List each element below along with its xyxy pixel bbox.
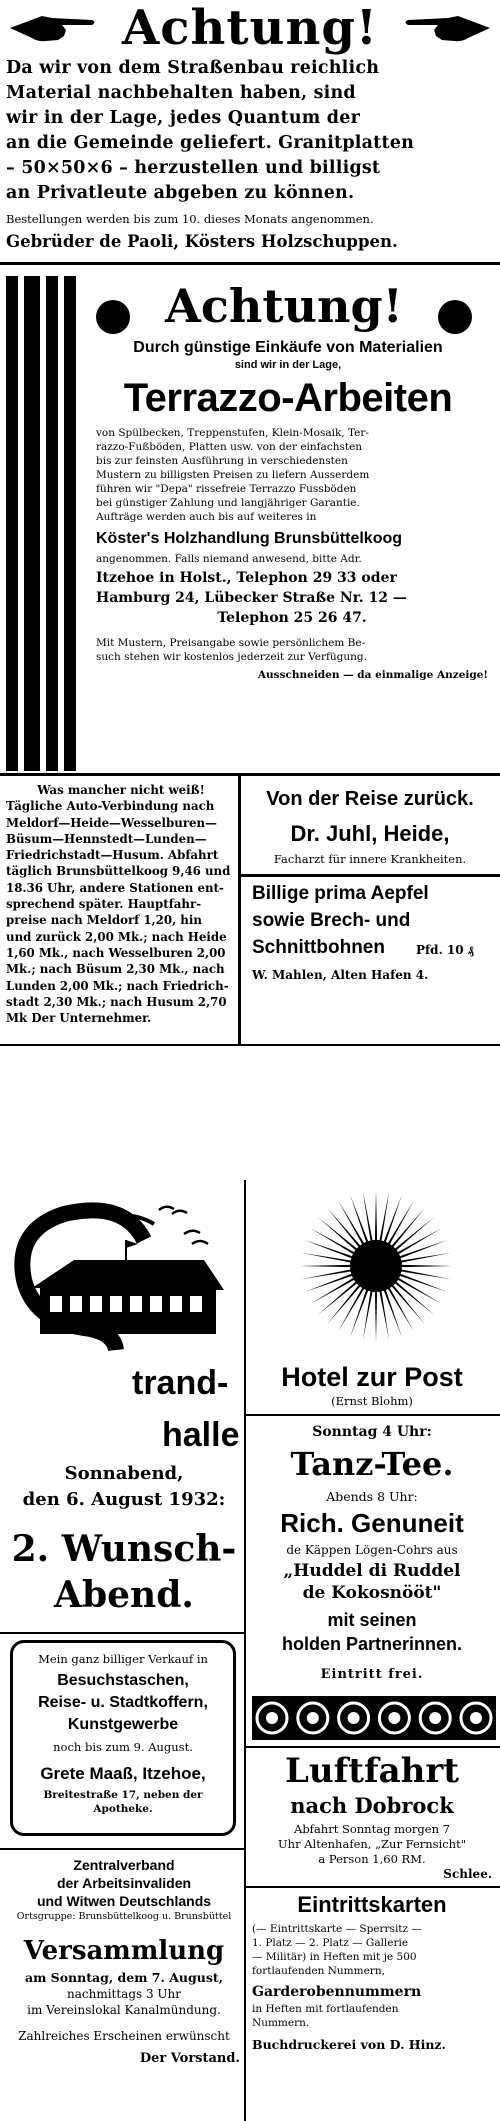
ad1-line: an die Gemeinde geliefert. Granitplatten — [6, 133, 414, 153]
ad1-line: Material nachbehalten haben, sind — [6, 83, 356, 103]
ad3-line: Mk Der Unternehmer. — [6, 1011, 152, 1026]
ad2-body-line: bis zur feinsten Ausführung in verschiedensten — [96, 455, 348, 467]
ad1-line: – 50×50×6 – herzustellen und billigst — [6, 158, 381, 178]
divider — [0, 262, 500, 265]
ad9-artist: Rich. Genuneit — [280, 1508, 464, 1538]
divider — [246, 1746, 500, 1748]
ad8-l3: im Vereinslokal Kanalmündung. — [27, 2003, 221, 2017]
ad2-line-c: Hamburg 24, Lübecker Straße Nr. 12 — — [96, 590, 407, 606]
ad3-line: sprechend später. Hauptfahr- — [6, 897, 202, 912]
ad11-sig: Buchdruckerei von D. Hinz. — [252, 2037, 446, 2052]
ad3-line: stadt 2,30 Mk.; nach Husum 2,70 — [6, 994, 227, 1009]
ad9-de: de Käppen Lögen-Cohrs aus — [286, 1543, 458, 1557]
ad5-line2: sowie Brech- und — [252, 910, 411, 931]
ad8-l4: Zahlreiches Erscheinen erwünscht — [18, 2029, 230, 2043]
ad9-owner: (Ernst Blohm) — [331, 1394, 413, 1408]
ad11-line: — Militär) in Heften mit je 500 — [252, 1951, 417, 1963]
ad8-l1: am Sonntag, dem 7. August, — [25, 1970, 223, 1985]
ad11-title: Eintrittskarten — [297, 1892, 447, 1917]
ad11-line: 1. Platz — 2. Platz — Gallerie — [252, 1937, 409, 1949]
ad3-line: Meldorf—Heide—Wesselburen— — [6, 815, 217, 830]
divider — [0, 1044, 500, 1046]
ad9-show1: „Huddel di Ruddel — [283, 1561, 461, 1581]
ad2-body-line: von Spülbecken, Treppenstufen, Klein-Mosaik, Ter- — [96, 427, 369, 439]
ad9-with1: mit seinen — [327, 1610, 417, 1630]
ad7-item: Kunstgewerbe — [67, 1716, 179, 1733]
ad11-line: fortlaufenden Nummern, — [252, 1965, 385, 1977]
column-divider — [244, 1180, 246, 2121]
decorative-bar — [6, 276, 18, 771]
ad9-tanz: Tanz-Tee. — [290, 1445, 454, 1483]
ad3-line: Büsum—Hennstedt—Lunden— — [6, 831, 207, 846]
ad8-org4: Ortsgruppe: Brunsbüttelkoog u. Brunsbüttel — [16, 1911, 232, 1922]
ad7-item: Besuchstaschen, — [57, 1672, 189, 1689]
decorative-bar — [46, 276, 58, 771]
dot-ornament-icon — [438, 300, 472, 334]
pointing-hand-left-icon — [6, 8, 98, 48]
ad9-show2: de Kokosnööt" — [302, 1583, 442, 1603]
ad2-body-line: führen wir "Depa" rissefreie Terrazzo Fussböden — [96, 483, 357, 495]
ad3-line: und zurück 2,00 Mk.; nach Heide — [6, 929, 227, 944]
column-divider — [238, 776, 241, 1046]
ad8-org2: der Arbeitsinvaliden — [56, 1875, 192, 1891]
sun-ornament-icon — [296, 1186, 456, 1346]
ad3-text — [6, 782, 236, 1026]
ad5-line3: Schnittbohnen — [252, 937, 385, 958]
ad3-line: Was mancher nicht weiß! — [37, 783, 205, 797]
ad6-title1: trand- — [132, 1364, 229, 1402]
ad3-line: Lunden 2,00 Mk.; nach Friedrich- — [6, 978, 229, 993]
ad1-line: an Privatleute abgeben zu können. — [6, 183, 355, 203]
ad8-org3: und Witwen Deutschlands — [36, 1893, 212, 1909]
ad3-line: Tägliche Auto-Verbindung nach — [6, 799, 215, 814]
ad1-line: Da wir von dem Straßenbau reichlich — [6, 58, 380, 78]
divider — [246, 1414, 500, 1416]
ad2-line-b: Itzehoe in Holst., Telephon 29 33 oder — [96, 570, 397, 586]
ad3-line: Mk.; nach Büsum 2,30 Mk., nach — [6, 962, 225, 977]
ad7-intro: Mein ganz billiger Verkauf in — [38, 1652, 208, 1666]
ad2-subtitle2: sind wir in der Lage, — [234, 359, 342, 371]
ad8-l2: nachmittags 3 Uhr — [66, 1987, 182, 2001]
pointing-hand-right-icon — [402, 8, 494, 48]
ad2-body-line: razzo-Fußböden, Platten usw. von der einfachsten — [96, 441, 363, 453]
divider — [0, 773, 500, 776]
ad7-item: Reise- u. Stadtkoffern, — [38, 1694, 208, 1711]
ad9-sunday: Sonntag 4 Uhr: — [312, 1424, 432, 1440]
ad4-title: Von der Reise zurück. — [266, 788, 474, 810]
ad11-body — [252, 1922, 496, 1978]
decorative-bar — [24, 276, 40, 771]
ad7-until: noch bis zum 9. August. — [53, 1740, 193, 1754]
ad10-l1: Abfahrt Sonntag morgen 7 — [294, 1822, 450, 1836]
divider — [246, 1886, 500, 1888]
ad2-line-d: Telephon 25 26 47. — [217, 610, 367, 626]
ad1-note: Bestellungen werden bis zum 10. dieses Monats angenommen. — [6, 212, 374, 226]
ad10-sub: nach Dobrock — [290, 1793, 454, 1818]
ad2-line-e: Mit Mustern, Preisangabe sowie persönlichem Be- — [96, 637, 366, 649]
ad11-l6: Nummern. — [252, 2017, 310, 2029]
ornament-border — [252, 1696, 496, 1740]
ad2-firm: Köster's Holzhandlung Brunsbüttelkoog — [96, 530, 403, 547]
ad9-evening: Abends 8 Uhr: — [326, 1489, 418, 1504]
ad11-line: (— Eintrittskarte — Sperrsitz — — [252, 1923, 422, 1935]
ad7-addr: Breitestraße 17, neben der Apotheke. — [43, 1789, 203, 1815]
ad2-line-f: such stehen wir kostenlos jederzeit zur Verfügung. — [96, 651, 367, 663]
ad10-l3: a Person 1,60 RM. — [318, 1852, 426, 1866]
ad8-sig: Der Vorstand. — [139, 2051, 240, 2066]
ad3-line: täglich Brunsbüttelkoog 9,46 und — [6, 864, 231, 879]
ad2-body-line: Aufträge werden auch bis auf weiteres in — [96, 511, 317, 523]
ad1-line: wir in der Lage, jedes Quantum der — [6, 108, 360, 128]
ad3-line: Friedrichstadt—Husum. Abfahrt — [6, 848, 219, 863]
ad6-event2: Abend. — [54, 1574, 194, 1616]
decorative-bar — [64, 276, 76, 771]
ad9-with2: holden Partnerinnen. — [281, 1634, 463, 1654]
ad5-sig: W. Mahlen, Alten Hafen 4. — [252, 968, 429, 982]
ad9-entry: Eintritt frei. — [320, 1667, 424, 1682]
ad6-day: Sonnabend, — [64, 1463, 184, 1484]
ad1-title: Achtung! — [122, 0, 378, 56]
ad3-line: 18.36 Uhr, andere Stationen ent- — [6, 880, 224, 895]
ad3-line: 1,60 Mk., nach Wesselburen 2,00 — [6, 945, 226, 960]
ad10-l2: Uhr Altenhafen, „Zur Fernsicht" — [277, 1837, 466, 1851]
ad4-name: Dr. Juhl, Heide, — [290, 821, 450, 846]
ad2-body-line: Mustern zu billigsten Preisen zu liefern Ausserdem — [96, 469, 370, 481]
ad2-title: Achtung! — [165, 279, 403, 333]
ad8-title: Versammlung — [23, 1936, 225, 1966]
ad1-body — [6, 56, 496, 206]
ad2-line-a: angenommen. Falls niemand anwesend, bitte Adr. — [96, 553, 362, 565]
ad4-sub: Facharzt für innere Krankheiten. — [273, 852, 467, 866]
ad2-headline: Terrazzo-Arbeiten — [123, 376, 453, 420]
ad3-line: preise nach Meldorf 1,20, hin — [6, 913, 202, 928]
ad6-title2: halle — [162, 1416, 240, 1454]
ad8-org1: Zentralverband — [73, 1857, 175, 1873]
dot-ornament-icon — [96, 300, 130, 334]
ad10-title: Luftfahrt — [285, 1751, 459, 1791]
divider — [0, 1632, 244, 1634]
ad2-cut: Ausschneiden — da einmalige Anzeige! — [257, 669, 488, 681]
ad6-event1: 2. Wunsch- — [11, 1528, 237, 1570]
ad10-sig: Schlee. — [443, 1867, 492, 1881]
ad2-body — [96, 426, 488, 524]
ad5-line1: Billige prima Aepfel — [252, 883, 429, 904]
ad11-garde: Garderobennummern — [252, 1984, 422, 2000]
ad6-date: den 6. August 1932: — [22, 1489, 226, 1510]
divider — [0, 1848, 244, 1850]
ad2-body-line: bei günstiger Zahlung und langjähriger Garantie. — [96, 497, 360, 509]
ad7-name: Grete Maaß, Itzehoe, — [40, 1764, 206, 1783]
ad11-l5: in Heften mit fortlaufenden — [252, 2003, 399, 2015]
ad2-subtitle: Durch günstige Einkäufe von Materialien — [133, 339, 443, 356]
ad9-hotel: Hotel zur Post — [281, 1362, 463, 1392]
divider — [241, 874, 500, 877]
ad5-price: Pfd. 10 ₰ — [416, 943, 474, 957]
ad1-signature: Gebrüder de Paoli, Kösters Holzschuppen. — [6, 232, 398, 251]
